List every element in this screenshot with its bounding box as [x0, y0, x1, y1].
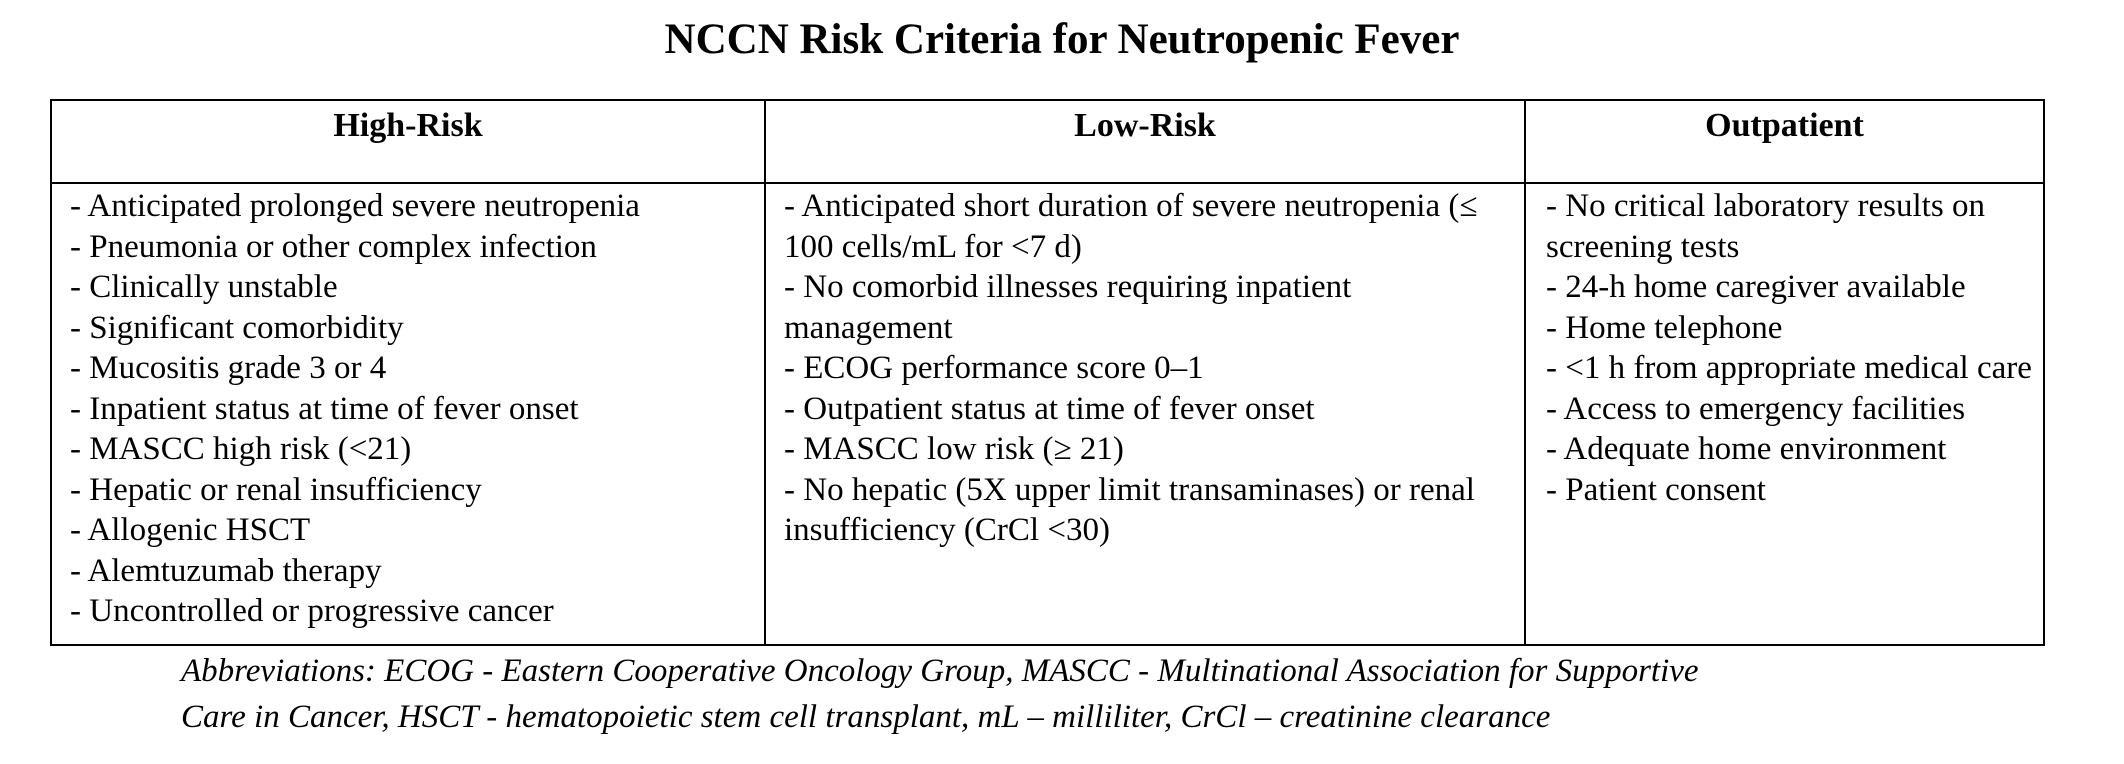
list-item: - Adequate home environment: [1546, 431, 1947, 467]
list-item: - ECOG performance score 0–1: [784, 350, 1204, 386]
low-risk-list: [765, 183, 1525, 645]
list-item: - MASCC low risk (≥ 21): [784, 431, 1124, 467]
abbreviations-line: Abbreviations: ECOG - Eastern Cooperative Oncology Group, MASCC - Multinational Association for Supportive: [181, 653, 1699, 689]
list-item: - Significant comorbidity: [70, 309, 404, 346]
list-item: - Outpatient status at time of fever onset: [784, 390, 1315, 427]
list-item: - Pneumonia or other complex infection: [70, 228, 597, 265]
list-item: - Anticipated short duration of severe neutropenia (≤ 100 cells/mL for <7 d): [784, 188, 1478, 265]
list-item: - Patient consent: [1546, 471, 1766, 508]
list-item: - Mucositis grade 3 or 4: [70, 350, 387, 386]
outpatient-header: Outpatient: [1525, 100, 2044, 183]
low-risk-header: Low-Risk: [765, 100, 1525, 183]
list-item: - Clinically unstable: [70, 269, 338, 305]
list-item: - Allogenic HSCT: [70, 512, 311, 548]
list-item: - Hepatic or renal insufficiency: [70, 471, 482, 508]
list-item: - Home telephone: [1546, 309, 1783, 346]
list-item: - <1 h from appropriate medical care: [1546, 350, 2032, 386]
high-risk-list: [51, 183, 765, 645]
list-item: - No comorbid illnesses requiring inpatient management: [784, 269, 1352, 346]
document-title: NCCN Risk Criteria for Neutropenic Fever: [664, 16, 1460, 63]
outpatient-list: [1525, 183, 2044, 645]
list-item: - No hepatic (5X upper limit transaminases) or renal insufficiency (CrCl <30): [784, 471, 1475, 548]
list-item: - Anticipated prolonged severe neutropenia: [70, 188, 640, 224]
table-header-row: [51, 100, 2044, 183]
list-item: - Uncontrolled or progressive cancer: [70, 593, 554, 629]
list-item: - Access to emergency facilities: [1546, 390, 1966, 427]
risk-criteria-table: [50, 99, 2045, 646]
list-item: - 24-h home caregiver available: [1546, 269, 1966, 305]
abbreviations-line: Care in Cancer, HSCT - hematopoietic stem cell transplant, mL – milliliter, CrCl – creatinine clearance: [181, 699, 1551, 735]
table-body-row: [51, 183, 2044, 645]
high-risk-header: High-Risk: [51, 100, 765, 183]
list-item: - Alemtuzumab therapy: [70, 552, 382, 589]
list-item: - Inpatient status at time of fever onset: [70, 390, 579, 427]
abbreviations-note: [181, 648, 2081, 740]
list-item: - No critical laboratory results on screening tests: [1546, 188, 1985, 265]
list-item: - MASCC high risk (<21): [70, 431, 412, 467]
